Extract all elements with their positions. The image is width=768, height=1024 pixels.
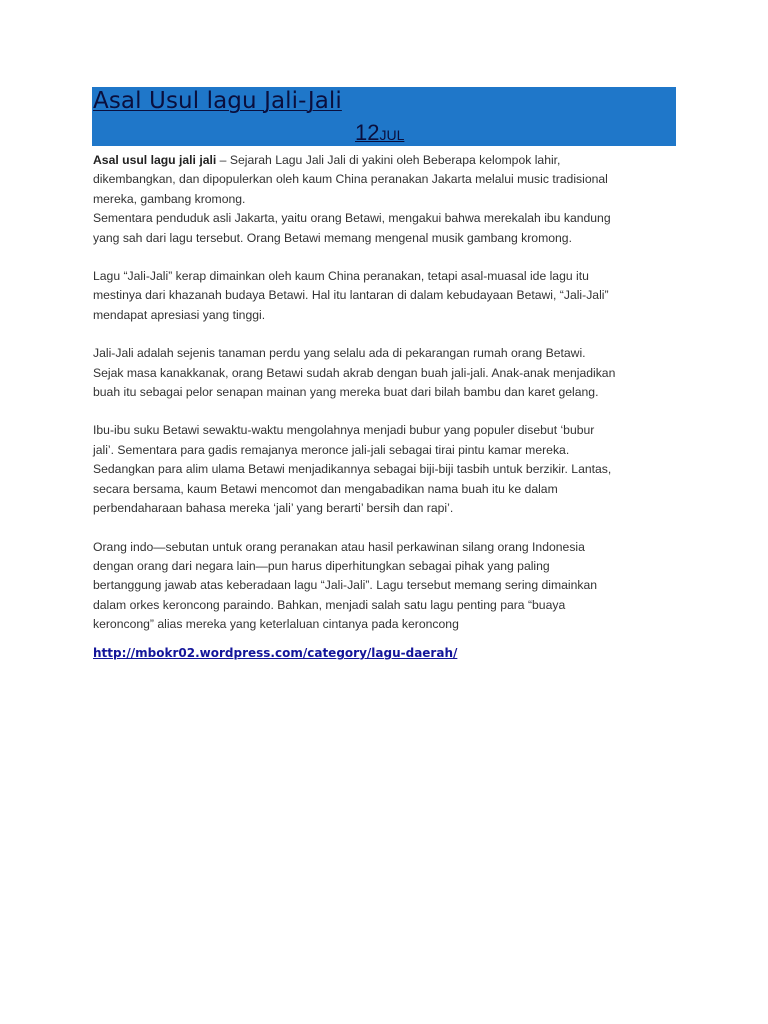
- paragraph-line: mendapat apresiasi yang tinggi.: [93, 307, 266, 322]
- paragraph-4: [93, 421, 683, 518]
- paragraph-line: dengan orang dari negara lain—pun harus diperhitungkan sebagai pihak yang paling: [93, 558, 550, 573]
- source-link[interactable]: http://mbokr02.wordpress.com/category/lagu-daerah/: [93, 646, 458, 660]
- paragraph-line: [93, 151, 683, 170]
- paragraph-line: yang sah dari lagu tersebut. Orang Betawi memang mengenal musik gambang kromong.: [93, 230, 572, 245]
- paragraph-1: [93, 151, 683, 248]
- paragraph-2: [93, 267, 683, 325]
- paragraph-5: [93, 538, 683, 635]
- paragraph-3: [93, 344, 683, 402]
- date-day: 12: [355, 120, 380, 145]
- paragraph-line: keroncong” alias mereka yang keterlaluan cintanya pada keroncong: [93, 617, 459, 632]
- line-text: – Sejarah Lagu Jali Jali di yakini oleh Beberapa kelompok lahir,: [216, 153, 561, 167]
- paragraph-line: buah itu sebagai pelor senapan mainan yang mereka buat dari bilah bambu dan karet gelang.: [93, 385, 599, 400]
- paragraph-line: bertanggung jawab atas keberadaan lagu “Jali-Jali”. Lagu tersebut memang sering dimainkan: [93, 578, 598, 593]
- date-month: JUL: [379, 127, 405, 143]
- paragraph-line: Ibu-ibu suku Betawi sewaktu-waktu mengolahnya menjadi bubur yang populer disebut ‘bubur: [93, 423, 595, 438]
- paragraph-line: Jali-Jali adalah sejenis tanaman perdu yang selalu ada di pekarangan rumah orang Betawi.: [93, 346, 586, 361]
- paragraph-line: mestinya dari khazanah budaya Betawi. Hal itu lantaran di dalam kebudayaan Betawi, “Jali-Jali”: [93, 288, 609, 303]
- paragraph-line: jali’. Sementara para gadis remajanya meronce jali-jali sebagai tirai pintu kamar mereka.: [93, 442, 570, 457]
- paragraph-line: secara bersama, kaum Betawi mencomot dan mengabadikan nama buah itu ke dalam: [93, 481, 558, 496]
- title-banner: [92, 87, 676, 146]
- paragraph-line: Lagu “Jali-Jali” kerap dimainkan oleh kaum China peranakan, tetapi asal-muasal ide lagu itu: [93, 269, 589, 284]
- paragraph-line: Sedangkan para alim ulama Betawi menjadikannya sebagai biji-biji tasbih untuk berzikir. Lantas,: [93, 462, 612, 477]
- paragraph-line: perbendaharaan bahasa mereka ‘jali’ yang berarti’ bersih dan rapi’.: [93, 501, 454, 516]
- paragraph-line: Sejak masa kanakkanak, orang Betawi sudah akrab dengan buah jali-jali. Anak-anak menjadikan: [93, 365, 616, 380]
- paragraph-line: Sementara penduduk asli Jakarta, yaitu orang Betawi, mengakui bahwa merekalah ibu kandung: [93, 211, 611, 226]
- post-date: [355, 120, 404, 146]
- lead-phrase: Asal usul lagu jali jali: [93, 153, 217, 167]
- paragraph-line: dalam orkes keroncong paraindo. Bahkan, menjadi salah satu lagu penting para “buaya: [93, 597, 566, 612]
- article-body: [93, 151, 683, 635]
- page-title: Asal Usul lagu Jali-Jali: [93, 88, 342, 114]
- paragraph-line: dikembangkan, dan dipopulerkan oleh kaum China peranakan Jakarta melalui music tradisional: [93, 172, 608, 187]
- paragraph-line: mereka, gambang kromong.: [93, 191, 246, 206]
- paragraph-line: Orang indo—sebutan untuk orang peranakan atau hasil perkawinan silang orang Indonesia: [93, 539, 585, 554]
